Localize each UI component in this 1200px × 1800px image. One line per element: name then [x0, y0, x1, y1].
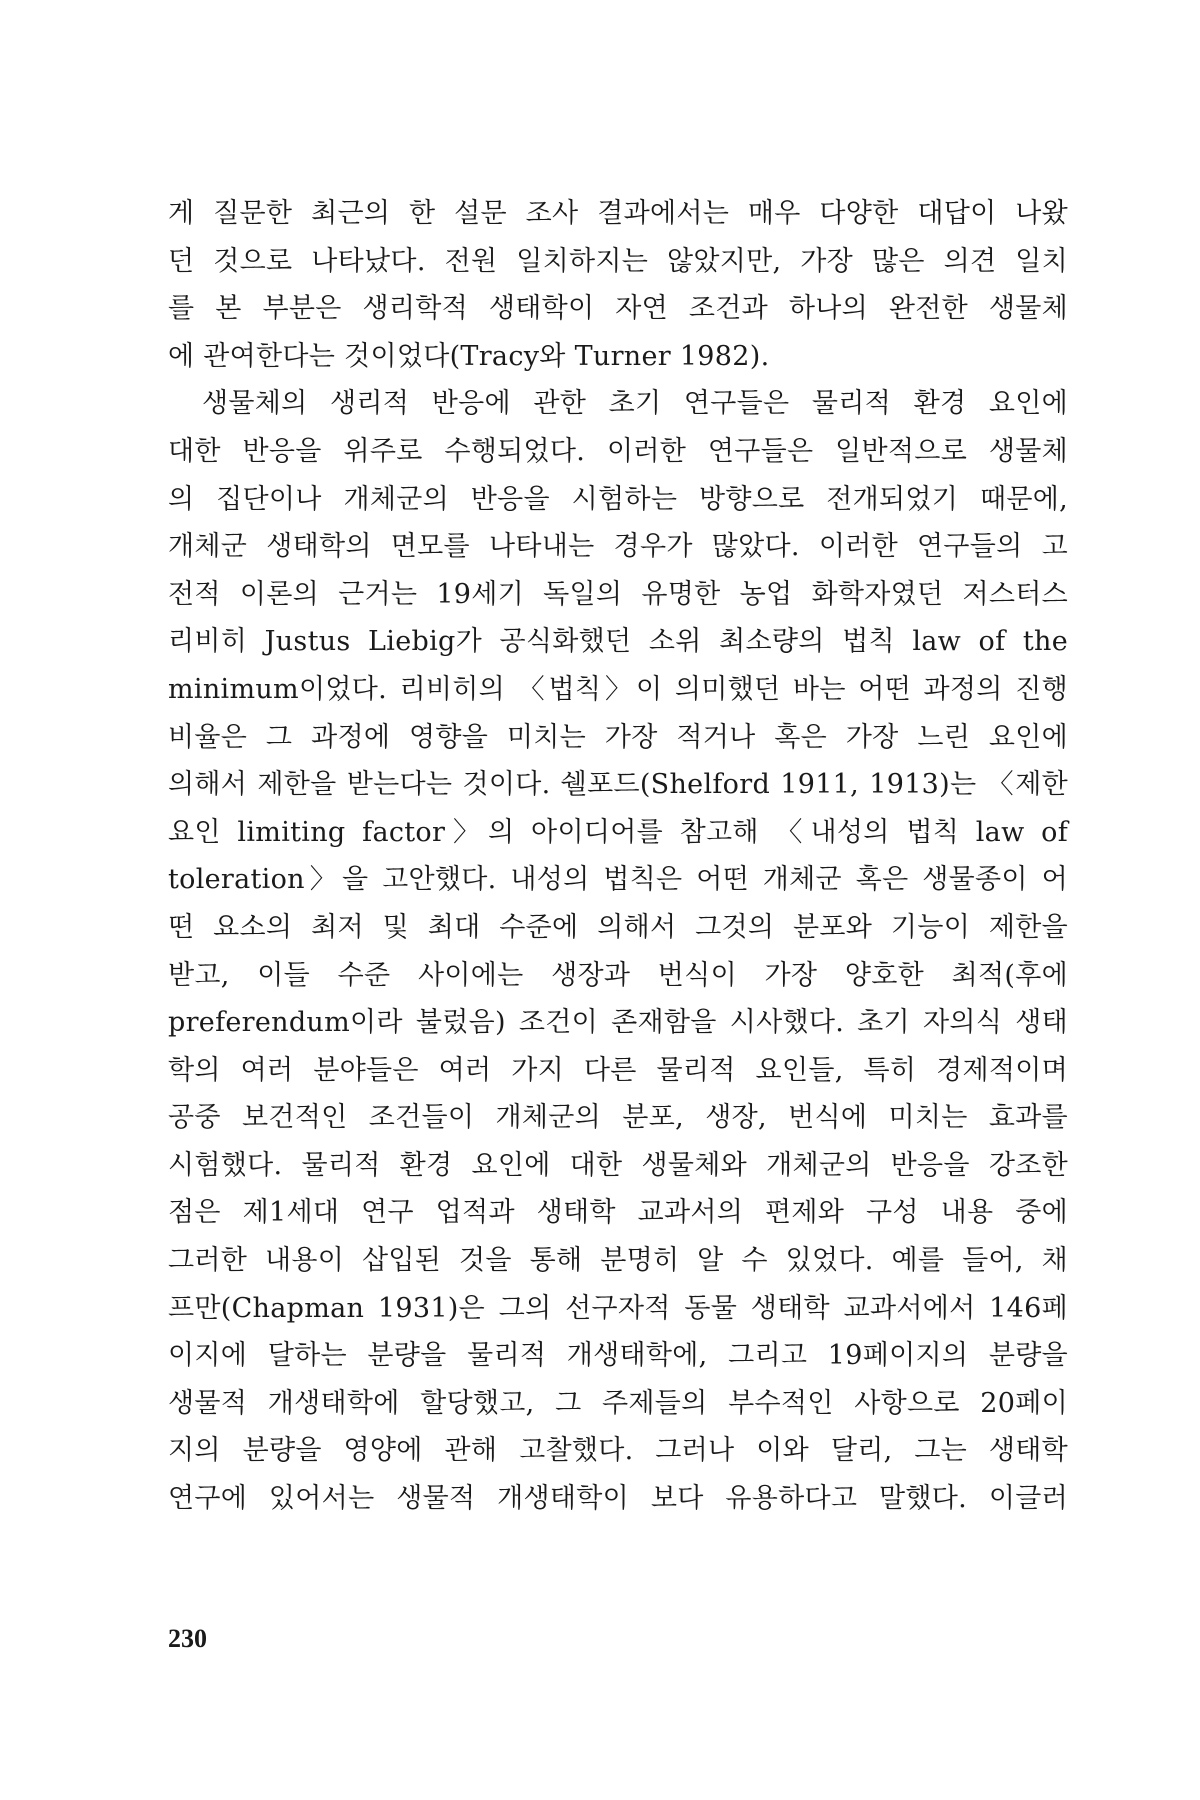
text-line: 시험했다. 물리적 환경 요인에 대한 생물체와 개체군의 반응을 강조한 — [168, 1149, 1068, 1181]
text-line: 대한 반응을 위주로 수행되었다. 이러한 연구들은 일반적으로 생물체 — [168, 435, 1068, 467]
text-line: 리비히 Justus Liebig가 공식화했던 소위 최소량의 법칙 law of the — [168, 626, 1068, 658]
page-number: 230 — [168, 1624, 207, 1653]
text-line: 의해서 제한을 받는다는 것이다. 쉘포드(Shelford 1911, 1913)는 〈제한 — [168, 769, 1068, 801]
text-line: minimum이었다. 리비히의 〈법칙〉이 의미했던 바는 어떤 과정의 진행 — [168, 673, 1068, 705]
text-line: toleration〉을 고안했다. 내성의 법칙은 어떤 개체군 혹은 생물종이 어 — [168, 864, 1068, 896]
text-line: 생물적 개생태학에 할당했고, 그 주제들의 부수적인 사항으로 20페이 — [168, 1387, 1068, 1419]
text-line: 게 질문한 최근의 한 설문 조사 결과에서는 매우 다양한 대답이 나왔 — [168, 198, 1068, 229]
text-line: 학의 여러 분야들은 여러 가지 다른 물리적 요인들, 특히 경제적이며 — [168, 1054, 1068, 1086]
text-line: 지의 분량을 영양에 관해 고찰했다. 그러나 이와 달리, 그는 생태학 — [168, 1435, 1068, 1467]
text-line: 의 집단이나 개체군의 반응을 시험하는 방향으로 전개되었기 때문에, — [168, 483, 1068, 515]
text-line: 비율은 그 과정에 영향을 미치는 가장 적거나 혹은 가장 느린 요인에 — [168, 721, 1068, 753]
text-line: 를 본 부분은 생리학적 생태학이 자연 조건과 하나의 완전한 생물체 — [168, 293, 1068, 325]
text-line: preferendum이라 불렀음) 조건이 존재함을 시사했다. 초기 자의식 생태 — [168, 1007, 1068, 1039]
text-line: 요인 limiting factor〉의 아이디어를 참고해 〈내성의 법칙 law of — [168, 816, 1068, 848]
paragraph-start-line: 생물체의 생리적 반응에 관한 초기 연구들은 물리적 환경 요인에 — [202, 388, 1068, 420]
text-line: 연구에 있어서는 생물적 개생태학이 보다 유용하다고 말했다. 이글러 — [168, 1483, 1068, 1515]
text-line: 이지에 달하는 분량을 물리적 개생태학에, 그리고 19페이지의 분량을 — [168, 1340, 1068, 1372]
text-line: 그러한 내용이 삽입된 것을 통해 분명히 알 수 있었다. 예를 들어, 채 — [168, 1245, 1068, 1277]
text-line: 떤 요소의 최저 및 최대 수준에 의해서 그것의 분포와 기능이 제한을 — [168, 911, 1068, 943]
text-line: 전적 이론의 근거는 19세기 독일의 유명한 농업 화학자였던 저스터스 — [168, 578, 1068, 610]
text-line: 프만(Chapman 1931)은 그의 선구자적 동물 생태학 교과서에서 146페 — [168, 1292, 1068, 1324]
text-line: 에 관여한다는 것이었다(Tracy와 Turner 1982). — [168, 340, 770, 372]
text-line: 개체군 생태학의 면모를 나타내는 경우가 많았다. 이러한 연구들의 고 — [168, 531, 1068, 563]
text-line: 공중 보건적인 조건들이 개체군의 분포, 생장, 번식에 미치는 효과를 — [168, 1102, 1068, 1134]
text-line: 던 것으로 나타났다. 전원 일치하지는 않았지만, 가장 많은 의견 일치 — [168, 245, 1068, 277]
text-line: 받고, 이들 수준 사이에는 생장과 번식이 가장 양호한 최적(후에 — [168, 959, 1068, 991]
text-line: 점은 제1세대 연구 업적과 생태학 교과서의 편제와 구성 내용 중에 — [168, 1197, 1068, 1229]
body-text — [168, 190, 1068, 1523]
